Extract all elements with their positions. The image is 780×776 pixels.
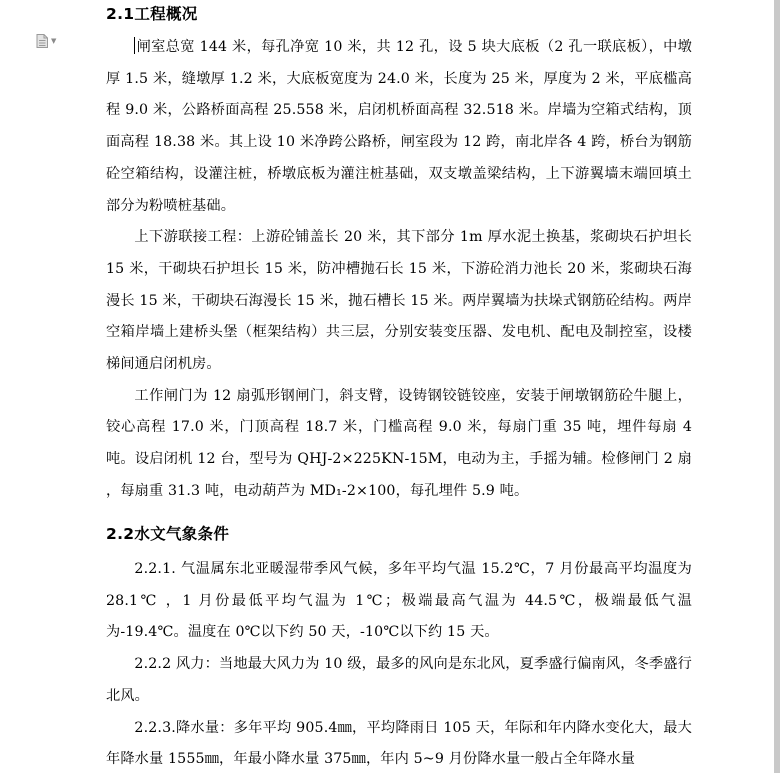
paragraph: 上下游联接工程：上游砼铺盖长 20 米，其下部分 1m 厚水泥土换基，浆砌块石护坦长 15 米，干砌块石护坦长 15 米，防冲槽抛石长 15 米，下游砼消力池长 20 米，浆砌块石海漫长 15 米，干砌块石海漫长 15 米，抛石槽长 15 米。两岸翼墙为扶垛式钢筋砼结构。两岸空箱岸墙上建桥头堡（框架结构）共三层，分别安装变压器、发电机、配电及制控室，设楼梯间通启闭机房。: [106, 229, 692, 373]
chevron-down-icon: ▼: [51, 36, 57, 45]
paragraph: 工作闸门为 12 扇弧形钢闸门，斜支臂，设铸钢铰链铰座，安装于闸墩钢筋砼牛腿上，铰心高程 17.0 米，门顶高程 18.7 米，门槛高程 9.0 米，每扇门重 35 吨，埋件每扇 4 吨。设启闭机 12 台，型号为 QHJ-2×225KN-15M，电动为主，手摇为辅。检修闸门 2 扇 ，每扇重 31.3 吨，电动葫芦为 MD₁-2×100，每孔埋件 5.9 吨。: [106, 387, 692, 499]
paragraph-options-button[interactable]: [36, 34, 56, 48]
section-heading: 2.1工程概况: [106, 5, 198, 23]
window-scrollbar-edge[interactable]: [774, 0, 780, 773]
section-body: [106, 554, 692, 776]
paragraph: 闸室总宽 144 米，每孔净宽 10 米，共 12 孔，设 5 块大底板（2 孔一联底板），中墩厚 1.5 米，缝墩厚 1.2 米，大底板宽度为 24.0 米，长度为 25 米，厚度为 2 米，平底槛高程 9.0 米，公路桥面高程 25.558 米，启闭机桥面高程 32.518 米。岸墙为空箱式结构，顶面高程 18.38 米。其上设 10 米净跨公路桥，闸室段为 12 跨，南北岸各 4 跨，桥台为钢筋砼空箱结构，设灌注桩，桥墩底板为灌注桩基础，双支墩盖梁结构，上下游翼墙末端回填土部分为粉喷桩基础。: [106, 39, 692, 214]
section-heading: 2.2水文气象条件: [106, 525, 230, 543]
document-icon: [36, 34, 48, 48]
section-body: [106, 32, 692, 508]
paragraph: 2.2.1. 气温属东北亚暖湿带季风气候，多年平均气温 15.2℃，7 月份最高平均温度为 28.1℃ ，1 月份最低平均气温为 1℃；极端最高气温为 44.5℃，极端最低气温为-19.4℃。温度在 0℃以下约 50 天，-10℃以下约 15 天。: [106, 561, 692, 641]
paragraph: 2.2.3.降水量：多年平均 905.4㎜，平均降雨日 105 天，年际和年内降水变化大，最大年降水量 1555㎜，年最小降水量 375㎜，年内 5~9 月份降水量一般占全年降水量: [106, 719, 692, 768]
paragraph: 2.2.2 风力：当地最大风力为 10 级，最多的风向是东北风，夏季盛行偏南风，冬季盛行北风。: [106, 656, 692, 704]
